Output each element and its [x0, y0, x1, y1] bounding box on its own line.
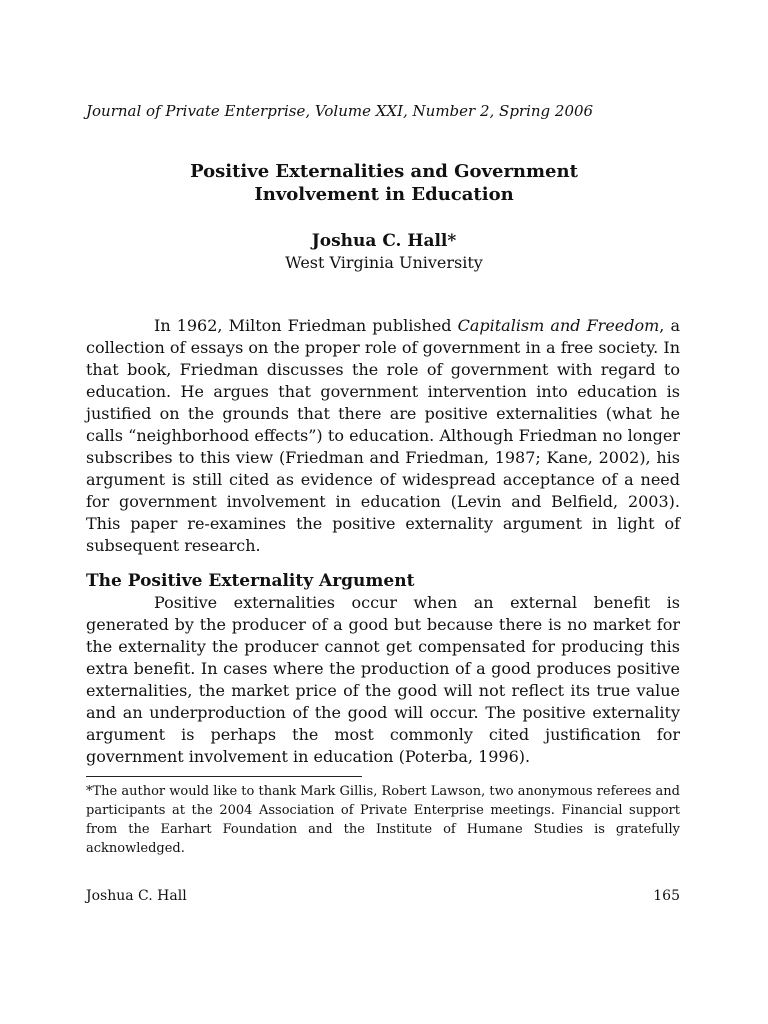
- footer-author: Joshua C. Hall: [86, 888, 187, 904]
- book-title: Capitalism and Freedom: [457, 316, 660, 335]
- page-number: 165: [653, 888, 680, 904]
- footnote: *The author would like to thank Mark Gillis, Robert Lawson, two anonymous referees and participants at the 2004 Association of Private Enterprise meetings. Financial support from the Earhart Foundation and the Institute of Humane Studies is gratefully acknowledged.: [86, 784, 680, 856]
- intro-paragraph: [86, 315, 680, 557]
- footnote-divider: [86, 776, 362, 777]
- journal-header: Journal of Private Enterprise, Volume XXI, Number 2, Spring 2006: [86, 102, 594, 120]
- intro-text-rest: , a collection of essays on the proper role of government in a free society. In that book, Friedman discusses the role of government with regard to education. He argues that government intervention into education is justified on the grounds that there are positive externalities (what he calls “neighborhood effects”) to education. Although Friedman no longer subscribes to this view (Friedman and Friedman, 1987; Kane, 2002), his argument is still cited as evidence of widespread acceptance of a need for government involvement in education (Levin and Belfield, 2003). This paper re-examines the positive externality argument in light of subsequent research.: [86, 316, 680, 555]
- section-heading: The Positive Externality Argument: [86, 571, 415, 591]
- section-paragraph: Positive externalities occur when an external benefit is generated by the producer of a good but because there is no market for the externality the producer cannot get compensated for producing this extra benefit. In cases where the production of a good produces positive externalities, the market price of the good will not reflect its true value and an underproduction of the good will occur. The positive externality argument is perhaps the most commonly cited justification for government involvement in education (Poterba, 1996).: [86, 593, 680, 766]
- author-affiliation: West Virginia University: [285, 253, 483, 272]
- author-name: Joshua C. Hall*: [311, 231, 457, 251]
- article-title: [86, 160, 682, 206]
- title-line-2: Involvement in Education: [254, 184, 514, 205]
- intro-text-start: In 1962, Milton Friedman published: [154, 316, 458, 335]
- title-line-1: Positive Externalities and Government: [190, 161, 578, 182]
